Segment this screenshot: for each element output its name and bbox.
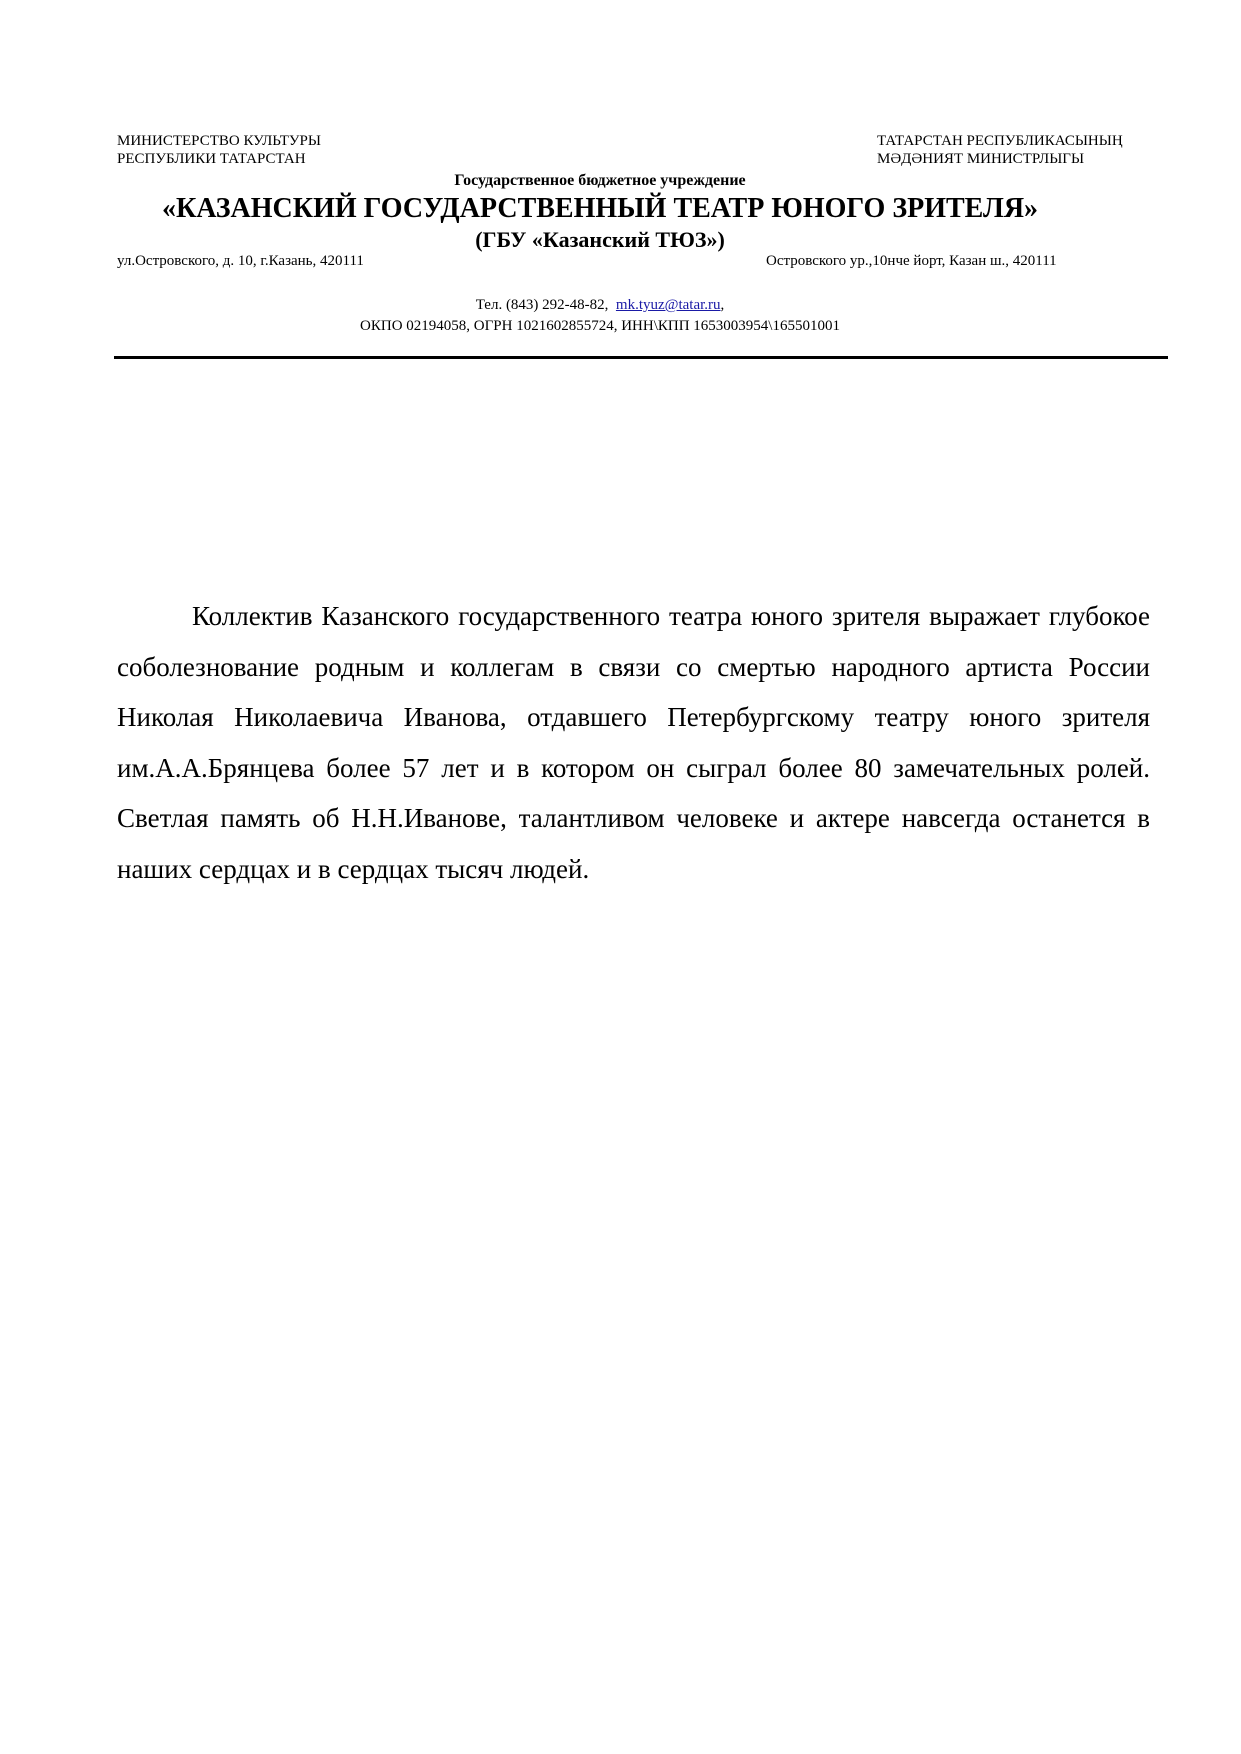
ministry-ru-line1: МИНИСТЕРСТВО КУЛЬТУРЫ <box>117 133 321 149</box>
theatre-name: «КАЗАНСКИЙ ГОСУДАРСТВЕННЫЙ ТЕАТР ЮНОГО ЗРИТЕЛЯ» <box>161 193 1039 224</box>
ministry-tt-block <box>877 132 1123 168</box>
email-trailing: , <box>720 297 725 313</box>
ministry-ru-block <box>117 132 321 168</box>
theatre-short-name: (ГБУ «Казанский ТЮЗ») <box>475 227 725 252</box>
header-divider <box>114 356 1168 359</box>
ministry-ru-line2: РЕСПУБЛИКИ ТАТАРСТАН <box>117 151 306 167</box>
address-ru: ул.Островского, д. 10, г.Казань, 420111 <box>117 253 364 269</box>
contacts-line <box>0 297 1200 314</box>
registration-codes: ОКПО 02194058, ОГРН 1021602855724, ИНН\КПП 1653003954\165501001 <box>360 318 840 334</box>
institution-type: Государственное бюджетное учреждение <box>454 172 746 189</box>
phone: Тел. (843) 292-48-82, <box>475 297 609 313</box>
condolence-paragraph: Коллектив Казанского государственного театра юного зрителя выражает глубокое соболезнование родным и коллегам в связи со смертью народного артиста России Николая Николаевича Иванова, отдавшего Петербургскому театру юного зрителя им.А.А.Брянцева более 57 лет и в котором он сыграл более 80 замечательных ролей. Светлая память об Н.Н.Иванове, талантливом человеке и актере навсегда останется в наших сердцах и в сердцах тысяч людей. <box>117 601 1150 884</box>
email-link[interactable]: mk.tyuz@tatar.ru <box>615 297 721 313</box>
ministry-tt-line2: МӘДӘНИЯТ МИНИСТРЛЫГЫ <box>877 151 1085 167</box>
condolence-text <box>117 591 1150 894</box>
ministry-tt-line1: ТАТАРСТАН РЕСПУБЛИКАСЫНЫҢ <box>877 133 1123 149</box>
address-tt: Островского ур.,10нче йорт, Казан ш., 420111 <box>766 253 1057 269</box>
